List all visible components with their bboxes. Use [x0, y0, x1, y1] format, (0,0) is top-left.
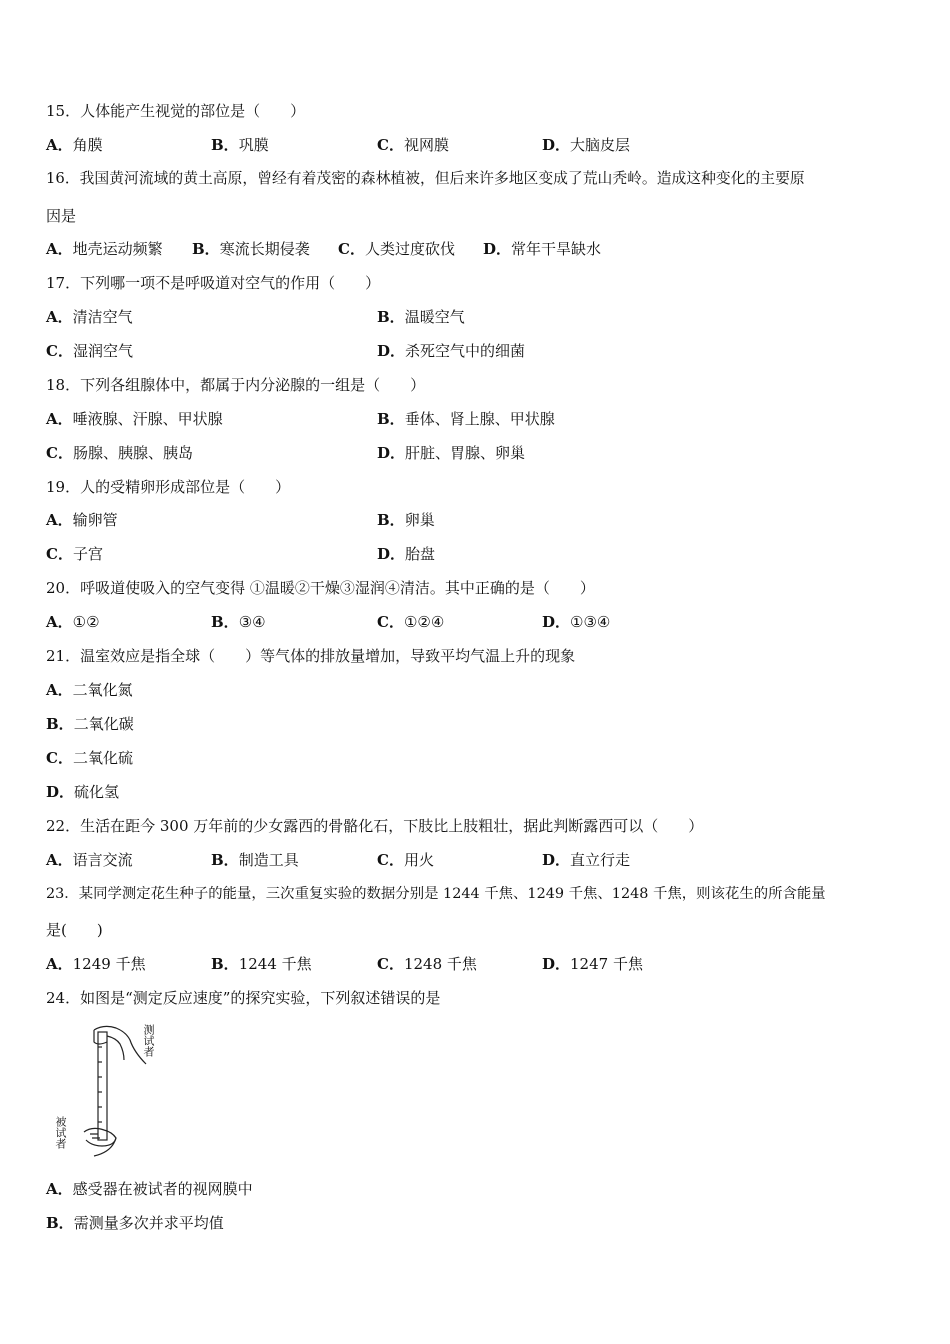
q21-stem: 21．温室效应是指全球（ ）等气体的排放量增加，导致平均气温上升的现象 — [46, 647, 576, 665]
q18-option-a[interactable]: A．唾液腺、汗腺、甲状腺 — [46, 410, 223, 428]
q24-stem: 24．如图是“测定反应速度”的探究实验，下列叙述错误的是 — [46, 989, 441, 1007]
q16-option-a[interactable]: A．地壳运动频繁 — [46, 240, 163, 258]
q20-option-c[interactable]: C．①②④ — [377, 613, 445, 631]
q22-option-d[interactable]: D．直立行走 — [542, 851, 631, 869]
q16-option-d[interactable]: D．常年干旱缺水 — [483, 240, 602, 258]
q18-option-b[interactable]: B．垂体、肾上腺、甲状腺 — [377, 410, 555, 428]
q19-option-a[interactable]: A．输卵管 — [46, 511, 118, 529]
q24-option-b[interactable]: B．需测量多次并求平均值 — [46, 1214, 224, 1232]
q15-option-a[interactable]: A．角膜 — [46, 136, 103, 154]
q21-option-c[interactable]: C．二氧化硫 — [46, 749, 133, 767]
subject-hand — [84, 1128, 116, 1146]
q17-option-a[interactable]: A．清洁空气 — [46, 308, 133, 326]
q23-option-c[interactable]: C．1248 千焦 — [377, 955, 477, 973]
q20-option-a[interactable]: A．①② — [46, 613, 100, 631]
q21-option-d[interactable]: D．硫化氢 — [46, 783, 120, 801]
ruler — [98, 1032, 107, 1140]
q17-option-d[interactable]: D．杀死空气中的细菌 — [377, 342, 526, 360]
q17-stem: 17．下列哪一项不是呼吸道对空气的作用（ ） — [46, 274, 381, 292]
q18-stem: 18．下列各组腺体中，都属于内分泌腺的一组是（ ） — [46, 376, 426, 394]
q24-option-a[interactable]: A．感受器在被试者的视网膜中 — [46, 1180, 253, 1198]
q19-option-c[interactable]: C．子宫 — [46, 545, 103, 563]
tester-label: 测试者 — [142, 1024, 155, 1057]
q19-option-b[interactable]: B．卵巢 — [377, 511, 435, 529]
q21-option-a[interactable]: A．二氧化氮 — [46, 681, 133, 699]
q15-option-d[interactable]: D．大脑皮层 — [542, 136, 631, 154]
q15-option-c[interactable]: C．视网膜 — [377, 136, 449, 154]
q16-stem-line1: 16．我国黄河流域的黄土高原，曾经有着茂密的森林植被，但后来许多地区变成了荒山秃岭。造成这种变化的主要原 — [46, 170, 805, 187]
q15-option-b[interactable]: B．巩膜 — [211, 136, 269, 154]
q20-option-b[interactable]: B．③④ — [211, 613, 266, 631]
q18-option-c[interactable]: C．肠腺、胰腺、胰岛 — [46, 444, 193, 462]
q22-option-b[interactable]: B．制造工具 — [211, 851, 299, 869]
q20-option-d[interactable]: D．①③④ — [542, 613, 611, 631]
q20-stem: 20．呼吸道使吸入的空气变得 ①温暖②干燥③湿润④清洁。其中正确的是（ ） — [46, 579, 595, 597]
q19-stem: 19．人的受精卵形成部位是（ ） — [46, 478, 291, 496]
q23-option-b[interactable]: B．1244 千焦 — [211, 955, 312, 973]
q21-option-b[interactable]: B．二氧化碳 — [46, 715, 134, 733]
q19-option-d[interactable]: D．胎盘 — [377, 545, 436, 563]
q23-option-d[interactable]: D．1247 千焦 — [542, 955, 643, 973]
q23-stem-line1: 23．某同学测定花生种子的能量，三次重复实验的数据分别是 1244 千焦、1249 千焦、1248 千焦，则该花生的所含能量 — [46, 886, 826, 902]
q22-stem: 22．生活在距今 300 万年前的少女露西的骨骼化石，下肢比上肢粗壮，据此判断露西可以（ ） — [46, 817, 704, 835]
q17-option-b[interactable]: B．温暖空气 — [377, 308, 465, 326]
q16-option-c[interactable]: C．人类过度砍伐 — [338, 240, 455, 258]
q22-option-c[interactable]: C．用火 — [377, 851, 434, 869]
q22-option-a[interactable]: A．语言交流 — [46, 851, 133, 869]
q23-option-a[interactable]: A．1249 千焦 — [46, 955, 146, 973]
q16-option-b[interactable]: B．寒流长期侵袭 — [192, 240, 310, 258]
q18-option-d[interactable]: D．肝脏、胃腺、卵巢 — [377, 444, 526, 462]
q23-stem-line2: 是( ) — [46, 921, 103, 939]
subject-label: 被试者 — [54, 1116, 67, 1149]
q15-stem: 15．人体能产生视觉的部位是（ ） — [46, 102, 306, 120]
q16-stem-line2: 因是 — [46, 207, 77, 225]
reaction-speed-figure — [54, 1022, 164, 1162]
q17-option-c[interactable]: C．湿润空气 — [46, 342, 133, 360]
